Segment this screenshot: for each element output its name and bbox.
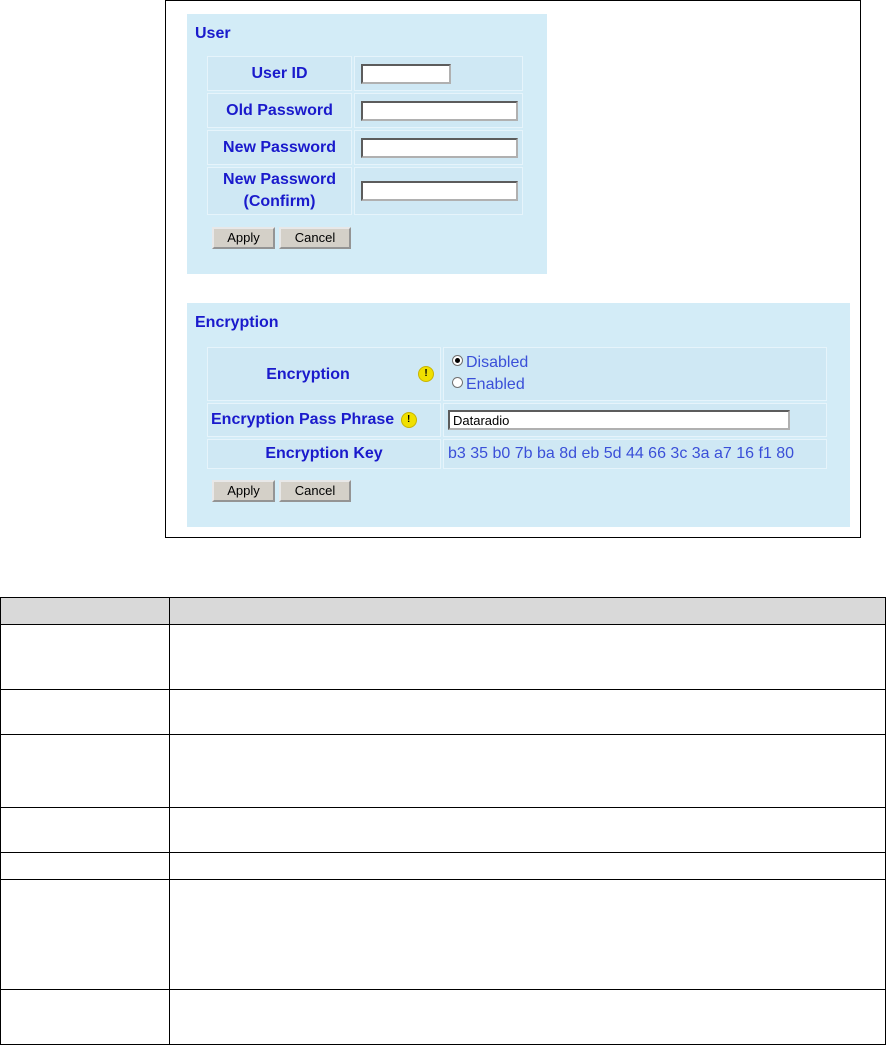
table-cell bbox=[1, 735, 170, 808]
user-panel-title: User bbox=[195, 25, 231, 42]
confirm-password-cell bbox=[354, 167, 523, 215]
old-password-cell bbox=[354, 93, 523, 128]
radio-option-disabled[interactable] bbox=[452, 352, 825, 374]
table-cell bbox=[1, 990, 170, 1045]
encryption-label: Encryption bbox=[266, 366, 350, 383]
encryption-cancel-button[interactable]: Cancel bbox=[279, 480, 351, 502]
pass-phrase-label: Encryption Pass Phrase bbox=[211, 411, 395, 428]
user-id-input[interactable] bbox=[361, 64, 451, 84]
table-cell bbox=[170, 735, 886, 808]
table-cell bbox=[1, 880, 170, 990]
table-cell bbox=[170, 880, 886, 990]
radio-option-enabled[interactable] bbox=[452, 374, 825, 396]
radio-enabled-icon[interactable] bbox=[452, 377, 463, 388]
settings-frame bbox=[165, 0, 861, 538]
table-row bbox=[1, 625, 886, 690]
old-password-input[interactable] bbox=[361, 101, 518, 121]
encryption-apply-button[interactable]: Apply bbox=[212, 480, 275, 502]
table-cell bbox=[1, 625, 170, 690]
encryption-form-table bbox=[205, 345, 829, 471]
table-header-cell bbox=[1, 598, 170, 625]
table-cell bbox=[170, 990, 886, 1045]
user-apply-button[interactable]: Apply bbox=[212, 227, 275, 249]
pass-phrase-cell bbox=[443, 403, 827, 437]
user-panel bbox=[187, 14, 547, 274]
radio-enabled-label: Enabled bbox=[466, 376, 525, 393]
old-password-label: Old Password bbox=[207, 93, 352, 128]
confirm-password-label bbox=[207, 167, 352, 215]
table-row bbox=[1, 735, 886, 808]
table-row bbox=[1, 880, 886, 990]
confirm-password-input[interactable] bbox=[361, 181, 518, 201]
encryption-key-cell bbox=[443, 439, 827, 469]
user-id-cell bbox=[354, 56, 523, 91]
user-id-label: User ID bbox=[207, 56, 352, 91]
table-row bbox=[1, 853, 886, 880]
confirm-password-label-line2: (Confirm) bbox=[243, 193, 316, 210]
new-password-input[interactable] bbox=[361, 138, 518, 158]
table-row bbox=[1, 808, 886, 853]
confirm-password-label-line1: New Password bbox=[223, 171, 336, 188]
radio-disabled-label: Disabled bbox=[466, 354, 529, 371]
table-cell bbox=[170, 853, 886, 880]
encryption-label-cell bbox=[207, 347, 441, 401]
description-table bbox=[0, 597, 886, 1045]
table-row bbox=[1, 990, 886, 1045]
table-header-cell bbox=[170, 598, 886, 625]
table-cell bbox=[170, 690, 886, 735]
table-cell bbox=[1, 853, 170, 880]
user-form-table bbox=[205, 54, 525, 217]
table-cell bbox=[1, 808, 170, 853]
encryption-options-cell bbox=[443, 347, 827, 401]
radio-disabled-icon[interactable] bbox=[452, 355, 463, 366]
table-header-row bbox=[1, 598, 886, 625]
exclamation-icon: ! bbox=[401, 412, 417, 428]
pass-phrase-input[interactable] bbox=[448, 410, 790, 430]
exclamation-icon: ! bbox=[418, 366, 434, 382]
table-cell bbox=[1, 690, 170, 735]
table-cell bbox=[170, 808, 886, 853]
pass-phrase-label-cell bbox=[207, 403, 441, 437]
new-password-cell bbox=[354, 130, 523, 165]
encryption-panel-title: Encryption bbox=[195, 314, 279, 331]
encryption-panel bbox=[187, 303, 850, 527]
table-row bbox=[1, 690, 886, 735]
new-password-label: New Password bbox=[207, 130, 352, 165]
table-cell bbox=[170, 625, 886, 690]
user-cancel-button[interactable]: Cancel bbox=[279, 227, 351, 249]
encryption-key-label: Encryption Key bbox=[207, 439, 441, 469]
encryption-key-value: b3 35 b0 7b ba 8d eb 5d 44 66 3c 3a a7 16 f1 80 bbox=[448, 445, 795, 462]
